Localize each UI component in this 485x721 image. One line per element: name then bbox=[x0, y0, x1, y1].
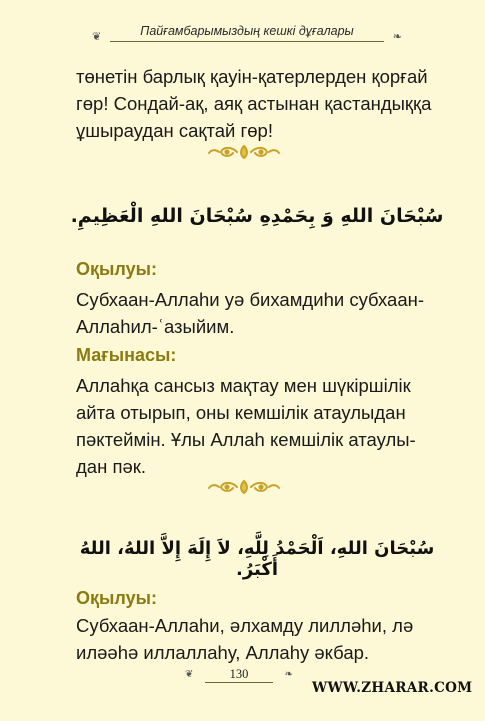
text-line: дан пәк. bbox=[76, 456, 146, 477]
text-line: иләәһә иллаллаһу, Аллаһу әкбар. bbox=[76, 642, 370, 663]
ornament-divider-icon bbox=[207, 143, 281, 161]
arabic-supplication-2: سُبْحَانَ اللهِ، اَلْحَمْدُ لِلَّهِ، لاَ إِلَهَ إِلاَّ اللهُ، اللهُ أَكْبَرُ. bbox=[79, 538, 435, 580]
text-line: Субхаан-Аллаhи, әлхамду лилләhи, лә bbox=[76, 615, 414, 636]
reading-paragraph-2 bbox=[76, 612, 440, 666]
footer-ornament-right-icon: ❧ bbox=[284, 669, 293, 680]
watermark-text: WWW.ZHARAR.COM bbox=[312, 680, 473, 696]
intro-paragraph bbox=[76, 63, 440, 144]
page-number: 130 bbox=[229, 667, 249, 681]
reading-heading-2: Оқылуы: bbox=[76, 588, 157, 608]
page-footer bbox=[175, 664, 303, 684]
arabic-supplication-1: سُبْحَانَ اللهِ وَ بِحَمْدِهِ سُبْحَانَ اللهِ الْعَظِيمِ. bbox=[70, 205, 444, 227]
header-rule bbox=[110, 41, 384, 42]
header-title: Пайғамбарымыздың кешкі дұғалары bbox=[140, 24, 354, 38]
footer-ornament-left-icon: ❦ bbox=[185, 669, 194, 680]
meaning-paragraph-1 bbox=[76, 372, 440, 480]
footer-rule bbox=[205, 682, 273, 683]
text-line: гөр! Сондай-ақ, аяқ астынан қастандыққа bbox=[76, 93, 432, 114]
reading-paragraph-1 bbox=[76, 286, 440, 340]
header-ornament-left-icon: ❦ bbox=[92, 31, 102, 43]
text-line: Аллаhил-ʿазыйим. bbox=[76, 316, 235, 337]
text-line: Аллаһқа сансыз мақтау мен шүкіршілік bbox=[76, 375, 411, 396]
text-line: ұшыраудан сақтай гөр! bbox=[76, 120, 273, 141]
running-header bbox=[92, 22, 402, 44]
meaning-heading-1: Мағынасы: bbox=[76, 345, 177, 365]
text-line: Субхаан-Аллаhи уә бихамдиhи субхаан- bbox=[76, 289, 425, 310]
text-line: айта отырып, оны кемшілік атаулыдан bbox=[76, 402, 406, 423]
ornament-divider-icon bbox=[207, 478, 281, 496]
text-line: төнетін барлық қауін-қатерлерден қорғай bbox=[76, 66, 428, 87]
header-ornament-right-icon: ❧ bbox=[392, 31, 402, 43]
text-line: пәктеймін. Ұлы Аллаһ кемшілік атаулы- bbox=[76, 429, 416, 450]
reading-heading-1: Оқылуы: bbox=[76, 259, 157, 279]
